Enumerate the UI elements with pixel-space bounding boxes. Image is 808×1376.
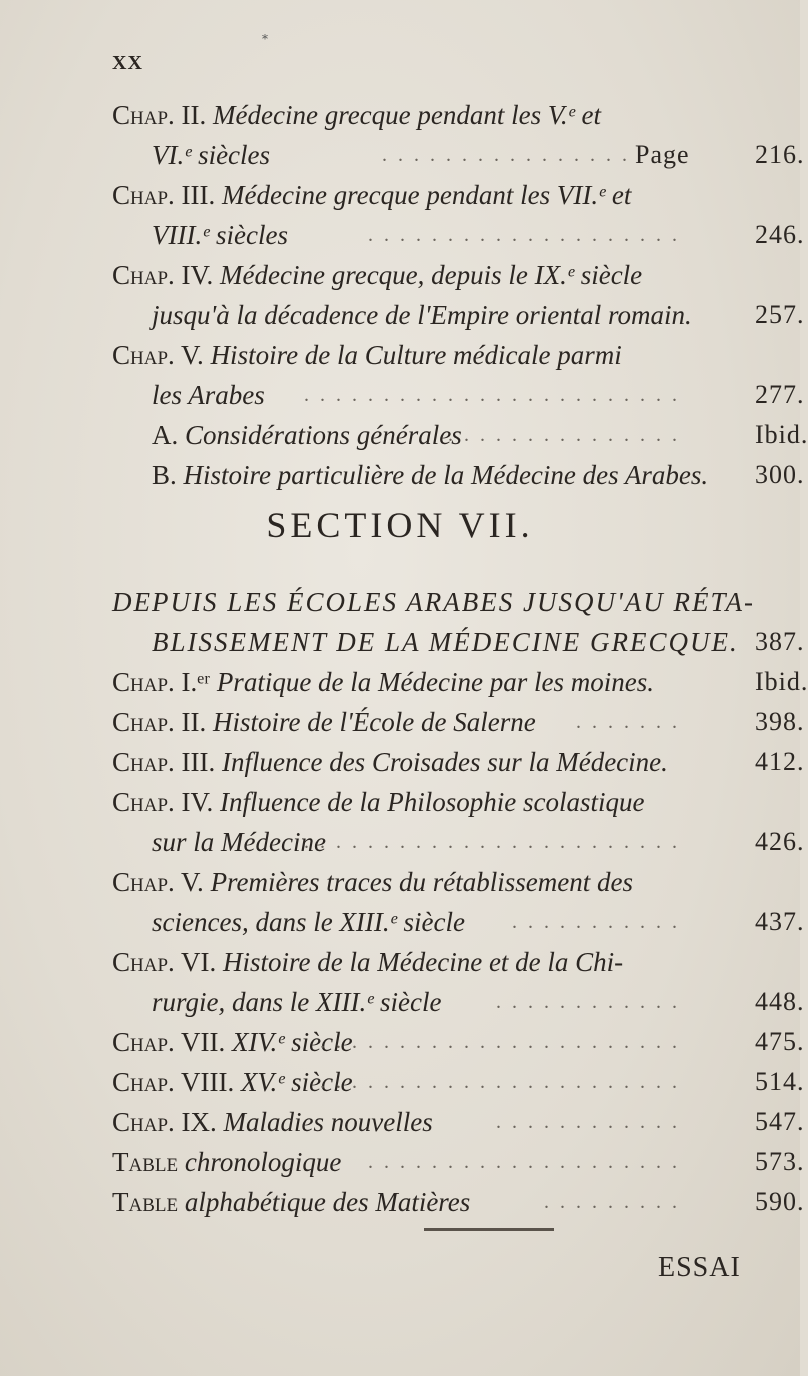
toc-entry-chap-2b (112, 702, 805, 742)
leader-dots: . . . . . . . . . . . . (496, 1111, 680, 1133)
period-title-line-2 (152, 622, 805, 662)
toc-entry-chap-9b (112, 1102, 805, 1142)
chapter-label: Chap. IV. (112, 260, 214, 290)
toc-entry-chap-4b (112, 782, 800, 822)
chapter-label: Chap. III. (112, 180, 216, 210)
chapter-title: Histoire de l'École de Salerne (213, 707, 536, 737)
chapter-title: Médecine grecque pendant les VII.ᵉ et (222, 180, 632, 210)
toc-entry-chap-4-cont (152, 295, 805, 335)
chapter-label: Chap. VI. (112, 947, 217, 977)
toc-entry-chap-2-cont (152, 135, 805, 175)
page-number: 475. (755, 1027, 805, 1056)
toc-entry-chap-2 (112, 95, 800, 135)
leader-dots: . . . . . . . . . . . (512, 911, 680, 933)
chapter-title: XV.ᵉ siècle (241, 1067, 353, 1097)
toc-entry-chap-6b (112, 942, 800, 982)
chapter-title-cont: les Arabes (152, 380, 265, 410)
closing-rule (424, 1228, 554, 1231)
leader-dots: . . . . . . . (576, 711, 680, 733)
page-number: Ibid. (755, 667, 808, 696)
leader-dots: . . . . . . . . . . . . . . . . . . . . (368, 224, 680, 246)
chapter-title: Maladies nouvelles (223, 1107, 433, 1137)
leader-dots: . . . . . . . . . . . . . . . . . . . . . . . (320, 1031, 680, 1053)
toc-entry-chap-4 (112, 255, 800, 295)
page-label: Page (635, 140, 690, 169)
leader-dots: . . . . . . . . . . . . . . . (448, 424, 680, 446)
chapter-title: Histoire de la Médecine et de la Chi- (223, 947, 624, 977)
chapter-label: Chap. VII. (112, 1027, 226, 1057)
catchword: ESSAI (658, 1252, 741, 1283)
toc-entry-chap-5b-cont (152, 902, 805, 942)
page-mark: * (262, 32, 268, 46)
page-number: 514. (755, 1067, 805, 1096)
page-number: 426. (755, 827, 805, 856)
leader-dots: . . . . . . . . . . . . . . . . . . . . . . . . (304, 384, 680, 406)
leader-dots: . . . . . . . . . . . . (496, 991, 680, 1013)
chapter-title-cont: jusqu'à la décadence de l'Empire oriental romain. (152, 300, 692, 330)
chapter-label: Chap. II. (112, 100, 207, 130)
toc-entry-chap-5b (112, 862, 800, 902)
page-number: Ibid. (755, 420, 808, 449)
toc-entry-table-chrono (112, 1142, 805, 1182)
page-number: 387. (755, 627, 805, 656)
chapter-label: Chap. V. (112, 867, 204, 897)
entry-title: Histoire particulière de la Médecine des Arabes. (183, 460, 709, 490)
chapter-label: Chap. III. (112, 747, 216, 777)
chapter-title-cont: VI.ᵉ siècles (152, 140, 271, 170)
chapter-title: Histoire de la Culture médicale parmi (210, 340, 622, 370)
toc-entry-b (152, 455, 805, 495)
chapter-label: Chap. IV. (112, 787, 214, 817)
table-label: Table (112, 1147, 179, 1177)
toc-entry-a (152, 415, 808, 455)
chapter-title: XIV.ᵉ siècle (232, 1027, 353, 1057)
entry-letter: A. (152, 420, 179, 450)
page-number: 277. (755, 380, 805, 409)
page-number: 573. (755, 1147, 805, 1176)
toc-entry-chap-5 (112, 335, 800, 375)
chapter-label: Chap. V. (112, 340, 204, 370)
period-title-cont: BLISSEMENT DE LA MÉDECINE GRECQUE. (152, 627, 739, 657)
toc-entry-chap-3-cont (152, 215, 805, 255)
leader-dots: . . . . . . . . . . . . . . . . . . . . . . . (320, 1071, 680, 1093)
page-number: 216. (755, 140, 805, 169)
toc-entry-chap-7b (112, 1022, 805, 1062)
chapter-title-cont: VIII.ᵉ siècles (152, 220, 289, 250)
page-number: 257. (755, 300, 805, 329)
page-number: 300. (755, 460, 805, 489)
page-number: 412. (755, 747, 805, 776)
period-title-line-1: DEPUIS LES ÉCOLES ARABES JUSQU'AU RÉTA- (112, 587, 755, 617)
toc-entry-chap-5-cont (152, 375, 805, 415)
chapter-label: Chap. VIII. (112, 1067, 235, 1097)
chapter-title: Influence des Croisades sur la Médecine. (222, 747, 668, 777)
toc-entry-chap-6b-cont (152, 982, 805, 1022)
chapter-label: Chap. IX. (112, 1107, 217, 1137)
entry-letter: B. (152, 460, 177, 490)
leader-dots: . . . . . . . . . . . . . . . . . . . . . . . . (304, 831, 680, 853)
page-number: 590. (755, 1187, 805, 1216)
leader-dots: . . . . . . . . . . . . . . . . . . . . (368, 1151, 680, 1173)
chapter-title-cont: sur la Médecine (152, 827, 326, 857)
chapter-title: Influence de la Philosophie scolastique (220, 787, 645, 817)
chapter-title: Médecine grecque pendant les V.ᵉ et (213, 100, 601, 130)
chapter-title: Médecine grecque, depuis le IX.ᵉ siècle (220, 260, 643, 290)
chapter-title: Pratique de la Médecine par les moines. (216, 667, 654, 697)
table-title: chronologique (184, 1147, 342, 1177)
entry-title: Considérations générales (185, 420, 462, 450)
chapter-label: Chap. I.ᵉʳ (112, 667, 211, 697)
toc-entry-chap-3 (112, 175, 800, 215)
page-number: 437. (755, 907, 805, 936)
table-label: Table (112, 1187, 179, 1217)
section-heading: SECTION VII. (266, 505, 534, 545)
toc-entry-chap-1 (112, 662, 808, 702)
page-number: 398. (755, 707, 805, 736)
leader-dots: . . . . . . . . . (544, 1191, 680, 1213)
toc-entry-chap-4b-cont (152, 822, 805, 862)
chapter-title-cont: rurgie, dans le XIII.ᵉ siècle (152, 987, 442, 1017)
toc-entry-table-alpha (112, 1182, 805, 1222)
chapter-label: Chap. II. (112, 707, 207, 737)
page-folio: XX (112, 52, 143, 74)
chapter-title-cont: sciences, dans le XIII.ᵉ siècle (152, 907, 465, 937)
toc-entry-chap-3b (112, 742, 805, 782)
page-number: 547. (755, 1107, 805, 1136)
toc-entry-chap-8b (112, 1062, 805, 1102)
chapter-title: Premières traces du rétablissement des (210, 867, 633, 897)
leader-dots: . . . . . . . . . . . . . . . . (382, 144, 630, 166)
page-number: 246. (755, 220, 805, 249)
page-number: 448. (755, 987, 805, 1016)
table-title: alphabétique des Matières (184, 1187, 471, 1217)
